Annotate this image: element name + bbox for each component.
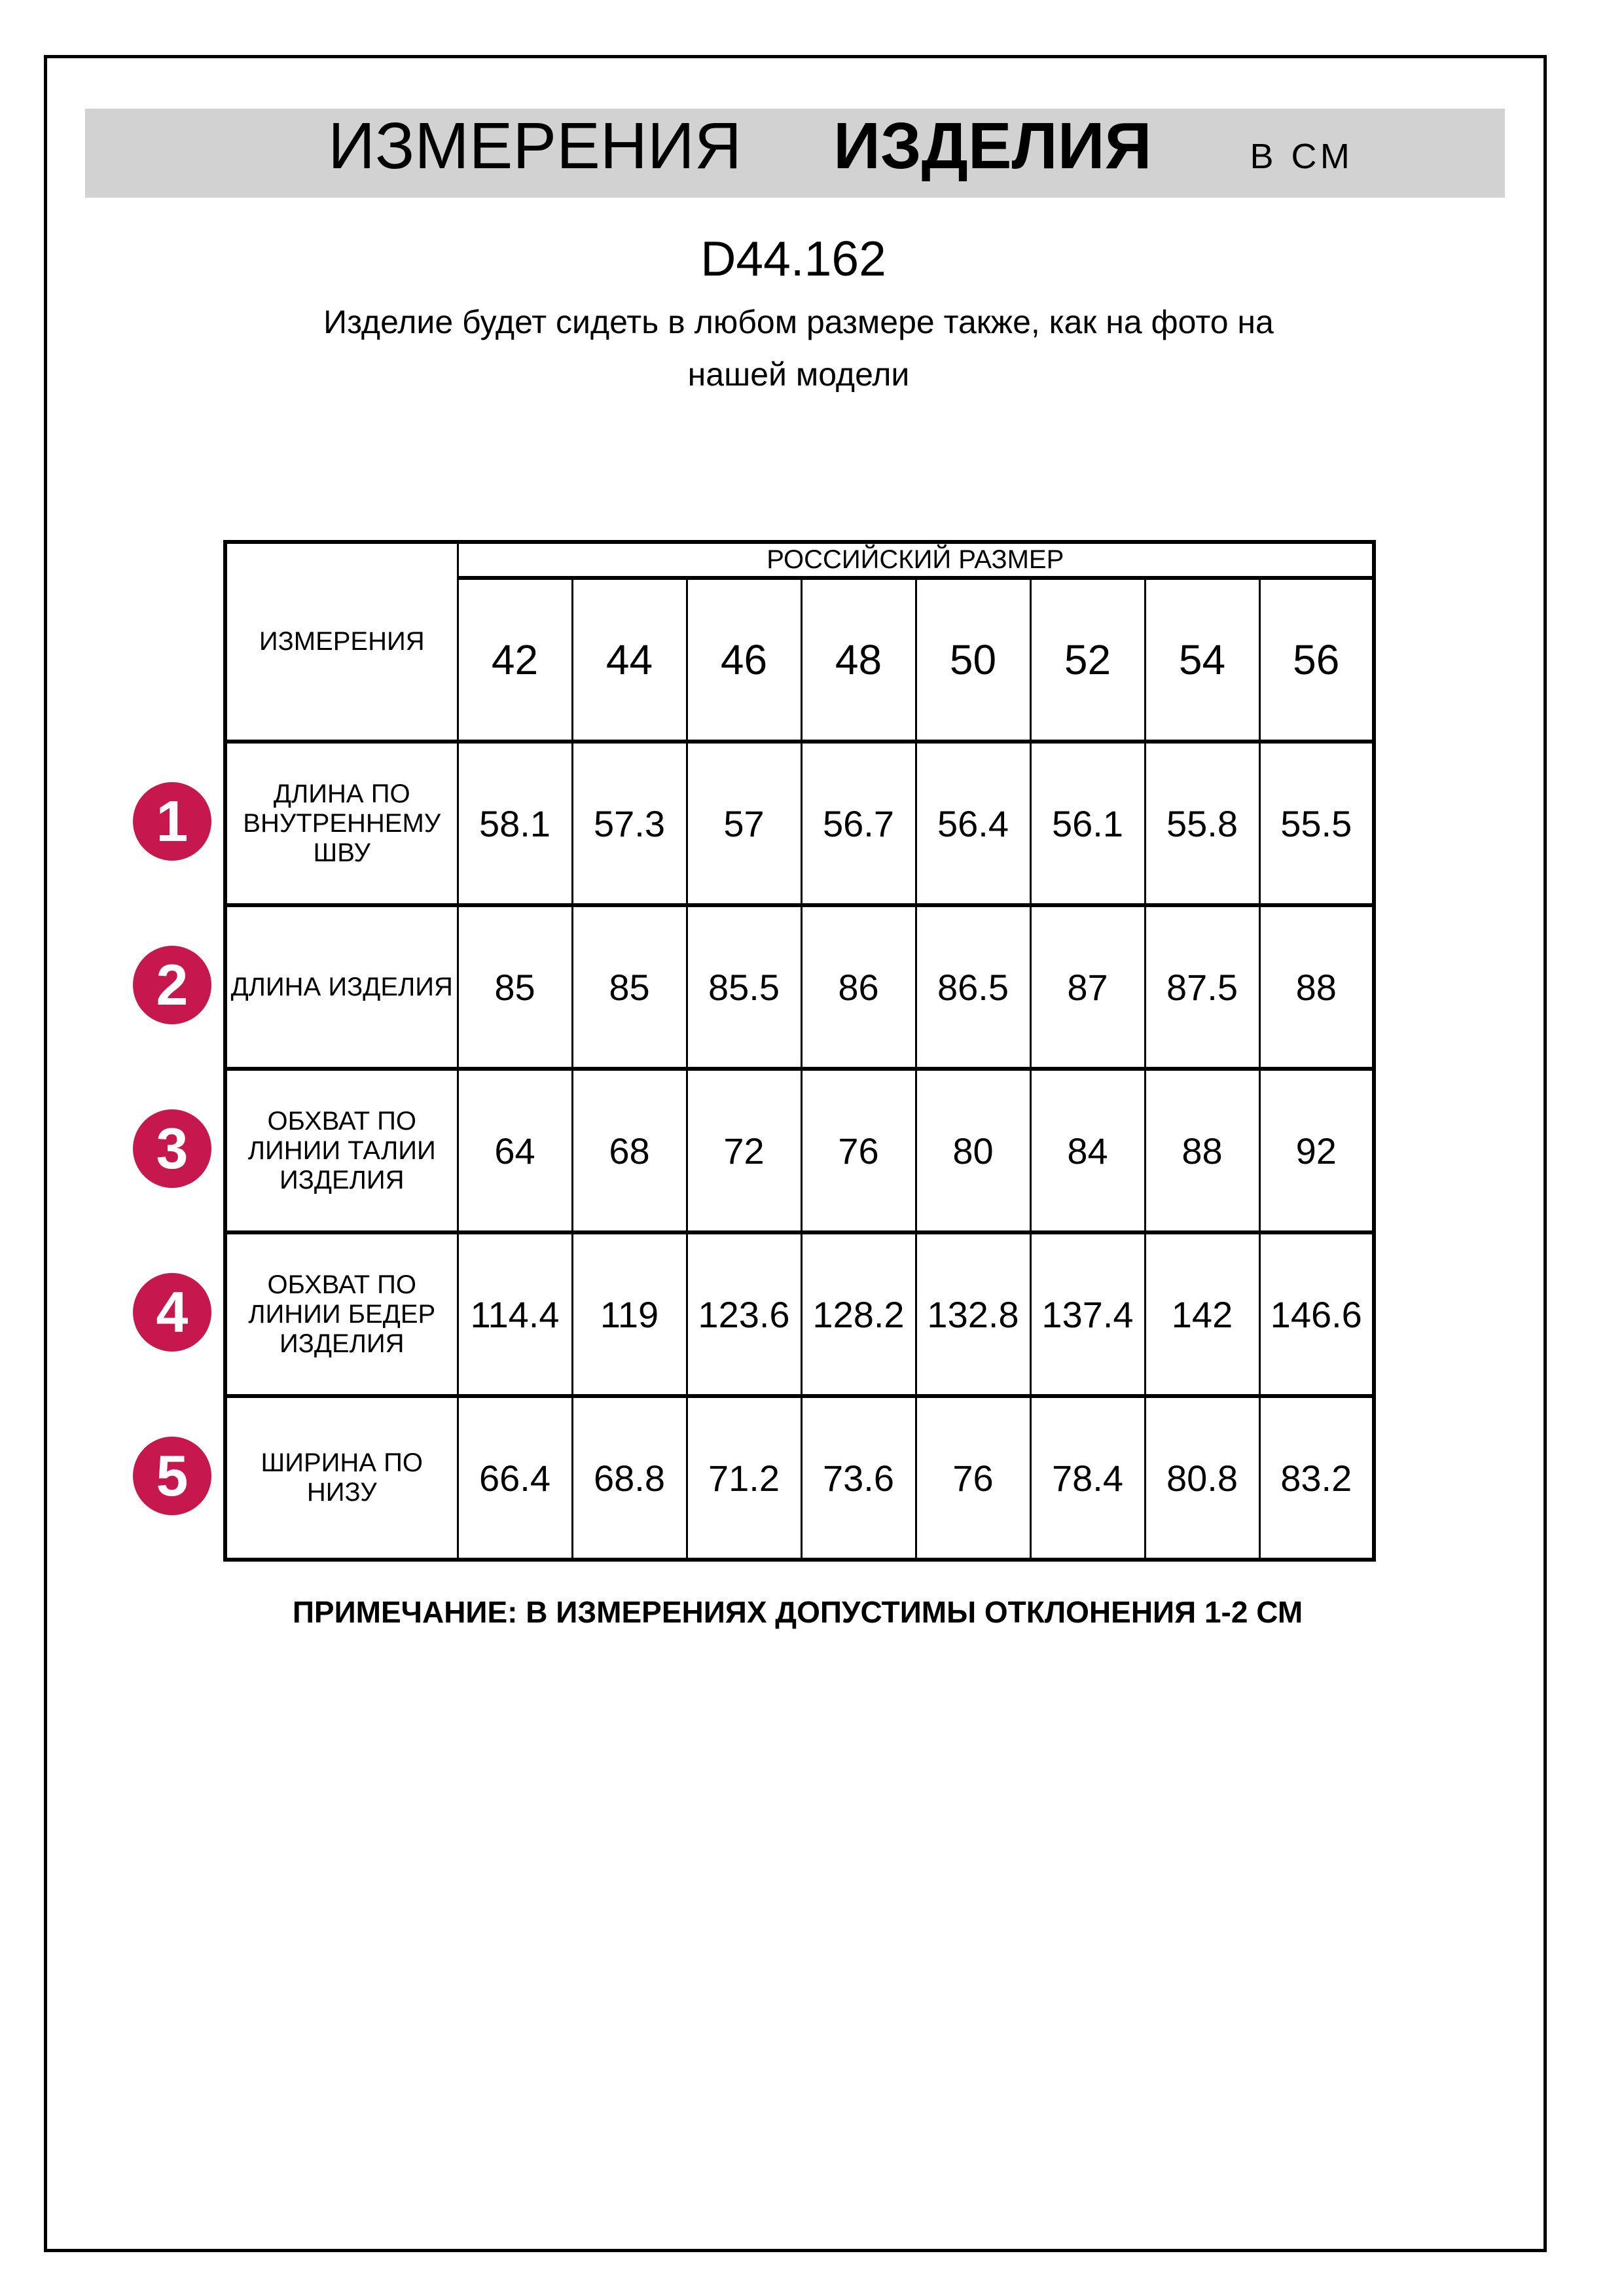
measurement-value: 86.5 <box>916 905 1030 1069</box>
measurement-value: 84 <box>1030 1069 1145 1232</box>
measurement-label: ДЛИНА ПО ВНУТРЕННЕМУ ШВУ <box>225 742 458 905</box>
measurement-number-badge: 3 <box>133 1109 211 1188</box>
measurement-value: 132.8 <box>916 1232 1030 1396</box>
page-title-units: В СМ <box>1250 137 1354 176</box>
measurement-value: 85 <box>572 905 687 1069</box>
measurement-value: 128.2 <box>801 1232 916 1396</box>
measurements-corner-cell: ИЗМЕРЕНИЯ <box>225 542 458 742</box>
measurement-value: 55.8 <box>1145 742 1259 905</box>
measurement-value: 58.1 <box>458 742 572 905</box>
table-row <box>225 1396 1374 1560</box>
fit-description-line1: Изделие будет сидеть в любом размере также, как на фото на <box>323 304 1274 340</box>
measurement-value: 68.8 <box>572 1396 687 1560</box>
fit-description <box>0 296 1597 401</box>
russian-size-header: РОССИЙСКИЙ РАЗМЕР <box>458 542 1374 578</box>
measurement-number-badge: 5 <box>133 1437 211 1515</box>
size-column-header: 44 <box>572 578 687 742</box>
measurement-value: 56.1 <box>1030 742 1145 905</box>
measurement-value: 92 <box>1259 1069 1374 1232</box>
measurement-value: 57 <box>687 742 801 905</box>
size-column-header: 46 <box>687 578 801 742</box>
measurement-value: 114.4 <box>458 1232 572 1396</box>
product-code: D44.162 <box>700 231 886 286</box>
measurement-value: 68 <box>572 1069 687 1232</box>
measurement-value: 146.6 <box>1259 1232 1374 1396</box>
fit-description-line2: нашей модели <box>687 356 910 393</box>
measurement-value: 88 <box>1259 905 1374 1069</box>
measurement-value: 87.5 <box>1145 905 1259 1069</box>
measurement-label: ОБХВАТ ПО ЛИНИИ БЕДЕР ИЗДЕЛИЯ <box>225 1232 458 1396</box>
measurement-value: 55.5 <box>1259 742 1374 905</box>
measurement-value: 80 <box>916 1069 1030 1232</box>
page-title-measurements: ИЗМЕРЕНИЯ <box>328 109 742 183</box>
measurement-value: 56.7 <box>801 742 916 905</box>
measurement-value: 142 <box>1145 1232 1259 1396</box>
measurement-value: 71.2 <box>687 1396 801 1560</box>
measurement-value: 88 <box>1145 1069 1259 1232</box>
table-row <box>225 542 1374 578</box>
table-row <box>225 742 1374 905</box>
size-column-header: 42 <box>458 578 572 742</box>
measurement-value: 78.4 <box>1030 1396 1145 1560</box>
measurement-number-badge: 2 <box>133 946 211 1024</box>
table-row <box>225 1069 1374 1232</box>
size-column-header: 54 <box>1145 578 1259 742</box>
measurement-value: 76 <box>916 1396 1030 1560</box>
size-column-header: 52 <box>1030 578 1145 742</box>
measurement-value: 76 <box>801 1069 916 1232</box>
page-title-product: ИЗДЕЛИЯ <box>833 109 1152 183</box>
measurement-label: ОБХВАТ ПО ЛИНИИ ТАЛИИ ИЗДЕЛИЯ <box>225 1069 458 1232</box>
measurement-value: 73.6 <box>801 1396 916 1560</box>
measurement-value: 56.4 <box>916 742 1030 905</box>
size-column-header: 56 <box>1259 578 1374 742</box>
measurement-value: 83.2 <box>1259 1396 1374 1560</box>
measurement-value: 85.5 <box>687 905 801 1069</box>
size-table <box>223 540 1376 1562</box>
measurement-value: 57.3 <box>572 742 687 905</box>
measurement-number-badge: 4 <box>133 1273 211 1352</box>
measurement-value: 80.8 <box>1145 1396 1259 1560</box>
measurement-label: ШИРИНА ПО НИЗУ <box>225 1396 458 1560</box>
tolerance-note: ПРИМЕЧАНИЕ: В ИЗМЕРЕНИЯХ ДОПУСТИМЫ ОТКЛОНЕНИЯ 1-2 СМ <box>292 1595 1303 1629</box>
title-band <box>85 109 1505 198</box>
measurement-value: 87 <box>1030 905 1145 1069</box>
measurement-number-badge: 1 <box>133 782 211 861</box>
size-column-header: 48 <box>801 578 916 742</box>
measurement-label: ДЛИНА ИЗДЕЛИЯ <box>225 905 458 1069</box>
table-row <box>225 905 1374 1069</box>
measurement-value: 86 <box>801 905 916 1069</box>
measurement-value: 64 <box>458 1069 572 1232</box>
measurement-value: 137.4 <box>1030 1232 1145 1396</box>
measurement-value: 123.6 <box>687 1232 801 1396</box>
measurement-value: 66.4 <box>458 1396 572 1560</box>
measurement-value: 119 <box>572 1232 687 1396</box>
size-column-header: 50 <box>916 578 1030 742</box>
table-row <box>225 1232 1374 1396</box>
measurement-value: 72 <box>687 1069 801 1232</box>
measurement-value: 85 <box>458 905 572 1069</box>
